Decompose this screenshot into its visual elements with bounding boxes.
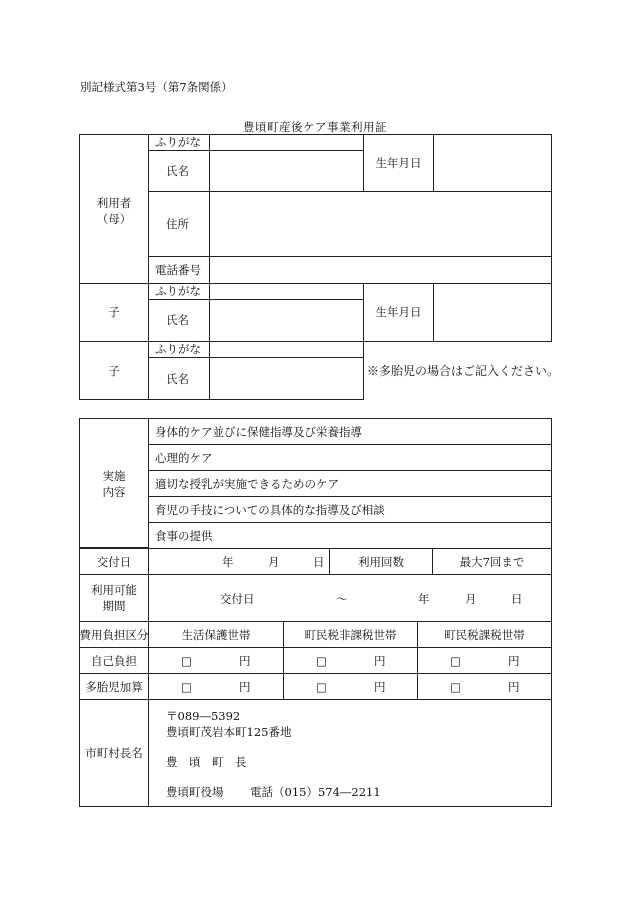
user-phone-field[interactable] xyxy=(209,256,552,284)
user-name-field[interactable] xyxy=(209,150,364,192)
child1-name-field[interactable] xyxy=(209,299,364,342)
self-payment-cell xyxy=(283,647,418,674)
yen-unit: 円 xyxy=(239,680,251,694)
cost-column-welfare: 生活保護世帯 xyxy=(181,628,251,642)
issue-date-label: 交付日 xyxy=(96,555,132,569)
child1-label: 子 xyxy=(108,305,120,319)
service-item: 食事の提供 xyxy=(155,529,213,543)
user-phone-label: 電話番号 xyxy=(155,263,201,277)
multiple-birth-note: ※多胎児の場合はご記入ください。 xyxy=(367,364,560,378)
user-label: 利用者 （母） xyxy=(96,196,132,226)
child2-furigana-label: ふりがな xyxy=(155,342,201,356)
self-payment-cell xyxy=(148,647,284,674)
user-name-label: 氏名 xyxy=(166,164,189,178)
child1-birthdate-label: 生年月日 xyxy=(375,305,422,319)
service-item: 適切な授乳が実施できるためのケア xyxy=(155,477,339,491)
child1-furigana-field[interactable] xyxy=(209,283,364,300)
self-payment-label: 自己負担 xyxy=(91,654,137,668)
user-address-label: 住所 xyxy=(166,217,189,231)
child1-furigana-label: ふりがな xyxy=(155,284,201,298)
user-furigana-label: ふりがな xyxy=(155,135,201,149)
service-item: 心理的ケア xyxy=(155,451,213,465)
mayor-postal-code: 〒089―5392 xyxy=(166,709,241,723)
child1-name-label: 氏名 xyxy=(166,313,189,327)
user-address-field[interactable] xyxy=(209,191,552,257)
mayor-label: 市町村長名 xyxy=(85,746,143,760)
multi-birth-cell xyxy=(283,673,418,700)
form-number: 別記様式第3号（第7条関係） xyxy=(80,80,233,94)
period-field[interactable] xyxy=(148,574,552,622)
service-label: 実施 内容 xyxy=(102,469,126,499)
self-payment-cell xyxy=(417,647,552,674)
checkbox[interactable]: □ xyxy=(181,680,192,694)
yen-unit: 円 xyxy=(239,654,251,668)
issue-date-field[interactable] xyxy=(148,548,330,575)
issue-month-unit: 月 xyxy=(268,555,280,569)
period-month-unit: 月 xyxy=(465,592,477,606)
mayor-address: 豊頃町茂岩本町125番地 xyxy=(166,725,292,739)
user-birthdate-field[interactable] xyxy=(433,134,552,192)
child2-name-field[interactable] xyxy=(209,357,364,400)
multi-birth-cell xyxy=(148,673,284,700)
cost-category-label: 費用負担区分 xyxy=(79,628,149,642)
checkbox[interactable]: □ xyxy=(316,680,327,694)
usage-count-label: 利用回数 xyxy=(358,555,404,569)
town-office-phone: 電話（015）574―2211 xyxy=(250,785,381,799)
period-label: 利用可能 期間 xyxy=(91,583,137,613)
usage-count-value: 最大7回まで xyxy=(459,555,525,569)
issue-year-unit: 年 xyxy=(222,555,234,569)
yen-unit: 円 xyxy=(508,654,520,668)
cost-column-taxed: 町民税課税世帯 xyxy=(444,628,525,642)
yen-unit: 円 xyxy=(374,654,386,668)
cost-column-nontaxed: 町民税非課税世帯 xyxy=(304,628,397,642)
user-furigana-field[interactable] xyxy=(209,134,364,151)
child1-birthdate-field[interactable] xyxy=(433,283,552,342)
document-title: 豊頃町産後ケア事業利用証 xyxy=(243,120,387,134)
checkbox[interactable]: □ xyxy=(181,654,192,668)
user-birthdate-label: 生年月日 xyxy=(375,156,422,170)
service-item: 育児の手技についての具体的な指導及び相談 xyxy=(155,503,385,517)
child2-name-label: 氏名 xyxy=(166,372,189,386)
issue-day-unit: 日 xyxy=(313,555,325,569)
period-tilde: ～ xyxy=(336,592,348,606)
mayor-name: 豊 頃 町 長 xyxy=(166,755,247,769)
period-day-unit: 日 xyxy=(511,592,523,606)
yen-unit: 円 xyxy=(508,680,520,694)
period-issue-date-label: 交付日 xyxy=(220,592,255,606)
child2-label: 子 xyxy=(108,364,120,378)
service-item: 身体的ケア並びに保健指導及び栄養指導 xyxy=(155,425,362,439)
child2-furigana-field[interactable] xyxy=(209,341,364,358)
town-office: 豊頃町役場 xyxy=(166,785,224,799)
checkbox[interactable]: □ xyxy=(450,654,461,668)
checkbox[interactable]: □ xyxy=(316,654,327,668)
yen-unit: 円 xyxy=(374,680,386,694)
multi-birth-label: 多胎児加算 xyxy=(85,680,143,694)
period-year-unit: 年 xyxy=(418,592,430,606)
checkbox[interactable]: □ xyxy=(450,680,461,694)
multi-birth-cell xyxy=(417,673,552,700)
